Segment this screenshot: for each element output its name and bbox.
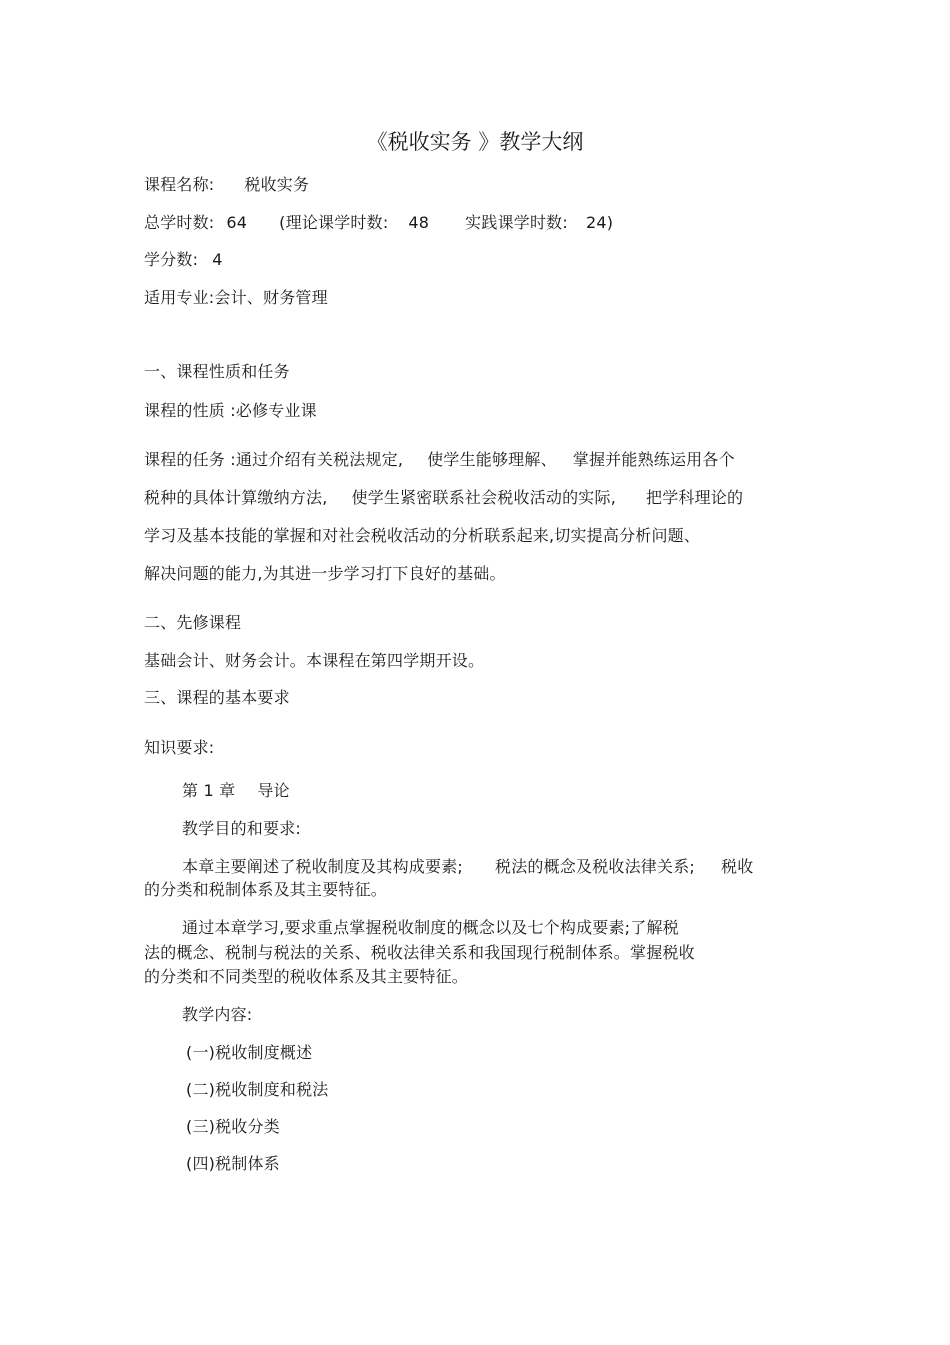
majors-row: 适用专业:会计、财务管理 — [144, 288, 328, 307]
paragraph-2-line-1: 通过本章学习,要求重点掌握税收制度的概念以及七个构成要素;了解税 — [182, 918, 679, 937]
course-task-line-2: 税种的具体计算缴纳方法, 使学生紧密联系社会税收活动的实际, 把学科理论的 — [144, 488, 744, 507]
course-task-line-3: 学习及基本技能的掌握和对社会税收活动的分析联系起来,切实提高分析问题、 — [144, 526, 701, 545]
content-item: (二)税收制度和税法 — [186, 1080, 329, 1099]
practice-hours-label: 实践课学时数: — [465, 213, 568, 232]
total-hours-value: 64 — [226, 213, 248, 232]
practice-hours-value: 24) — [585, 213, 614, 232]
course-task-line-4: 解决问题的能力,为其进一步学习打下良好的基础。 — [144, 564, 506, 583]
content-item: (一)税收制度概述 — [186, 1043, 313, 1062]
hours-row — [144, 213, 613, 233]
theory-hours-label: (理论课学时数: — [279, 213, 389, 232]
credits-label: 学分数: — [144, 250, 199, 269]
knowledge-label: 知识要求: — [144, 738, 215, 757]
prerequisites-text: 基础会计、财务会计。本课程在第四学期开设。 — [144, 651, 485, 670]
credits-value: 4 — [212, 250, 223, 269]
paragraph-2-line-3: 的分类和不同类型的税收体系及其主要特征。 — [144, 967, 469, 986]
section-heading-requirements: 三、课程的基本要求 — [144, 688, 290, 707]
theory-hours-value: 48 — [408, 213, 430, 232]
total-hours-label: 总学时数: — [144, 213, 215, 232]
content-item: (三)税收分类 — [186, 1117, 280, 1136]
course-name-value: 税收实务 — [244, 175, 310, 194]
section-heading-nature-task: 一、课程性质和任务 — [144, 362, 290, 381]
section-heading-prerequisites: 二、先修课程 — [144, 613, 242, 632]
content-label: 教学内容: — [182, 1005, 253, 1024]
document-title: 《税收实务 》教学大纲 — [366, 130, 584, 154]
goals-label: 教学目的和要求: — [182, 819, 301, 838]
course-name-label: 课程名称: — [144, 175, 215, 194]
chapter-title: 导论 — [257, 781, 290, 800]
course-name-row — [144, 175, 309, 195]
course-nature: 课程的性质 :必修专业课 — [144, 401, 317, 420]
credits-row — [144, 250, 223, 270]
course-task-line-1: 课程的任务 :通过介绍有关税法规定, 使学生能够理解、 掌握并能熟练运用各个 — [144, 450, 735, 469]
chapter-heading — [182, 781, 290, 801]
paragraph-2-line-2: 法的概念、税制与税法的关系、税收法律关系和我国现行税制体系。掌握税收 — [144, 943, 695, 962]
paragraph-1-line-1: 本章主要阐述了税收制度及其构成要素; 税法的概念及税收法律关系; 税收 — [182, 857, 754, 876]
content-item: (四)税制体系 — [186, 1154, 280, 1173]
chapter-number: 第 1 章 — [182, 781, 236, 800]
paragraph-1-line-2: 的分类和税制体系及其主要特征。 — [144, 880, 388, 899]
